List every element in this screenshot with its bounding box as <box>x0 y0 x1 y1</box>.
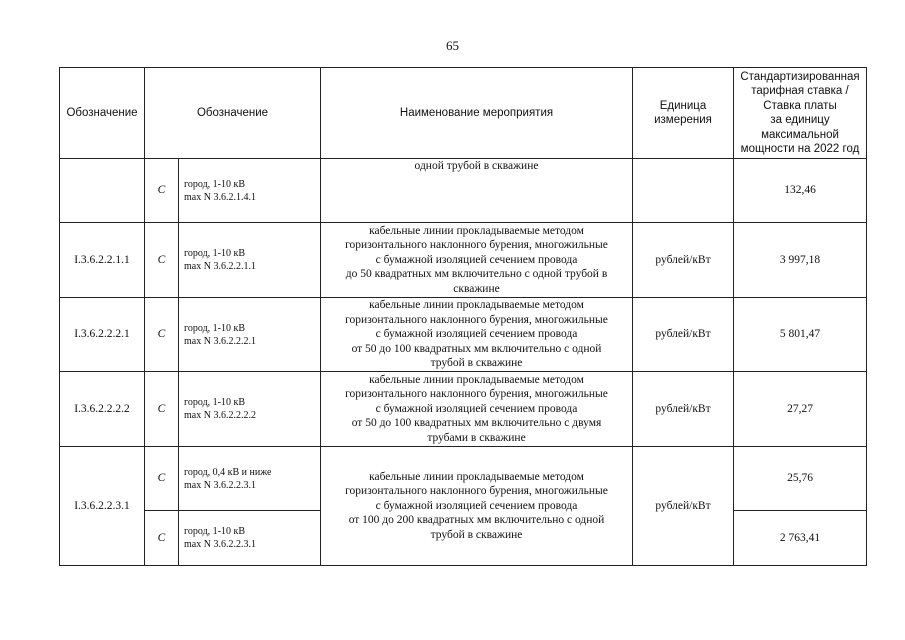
row-code: I.3.6.2.2.2.2 <box>60 372 145 447</box>
c-symbol: C <box>145 511 179 566</box>
row-unit: рублей/кВт <box>633 447 734 566</box>
table-header-row <box>60 68 867 159</box>
row-location: город, 1-10 кВ max N 3.6.2.2.1.1 <box>179 223 321 298</box>
table-row <box>60 223 867 298</box>
row-location: город, 1-10 кВ max N 3.6.2.2.2.2 <box>179 372 321 447</box>
row-description: кабельные линии прокладываемые методом горизонтального наклонного бурения, многожильные с бумажной изоляцией сечением провода до 50 квадратных мм включительно с одной трубой в скважине <box>321 223 633 298</box>
row-description: кабельные линии прокладываемые методом горизонтального наклонного бурения, многожильные с бумажной изоляцией сечением провода от 50 до 100 квадратных мм включительно с одной трубой в скважине <box>321 298 633 372</box>
row-location: город, 0,4 кВ и ниже max N 3.6.2.2.3.1 <box>179 447 321 511</box>
row-description: кабельные линии прокладываемые методом горизонтального наклонного бурения, многожильные с бумажной изоляцией сечением провода от 100 до 200 квадратных мм включительно с одной трубой в скважине <box>321 447 633 566</box>
header-measure-name: Наименование мероприятия <box>321 68 633 159</box>
row-code: I.3.6.2.2.2.1 <box>60 298 145 372</box>
table-row <box>60 447 867 511</box>
c-symbol: C <box>145 159 179 223</box>
row-description: кабельные линии прокладываемые методом горизонтального наклонного бурения, многожильные с бумажной изоляцией сечением провода от 50 до 100 квадратных мм включительно с двумя трубами в скважине <box>321 372 633 447</box>
row-value: 5 801,47 <box>734 298 867 372</box>
row-code: I.3.6.2.2.3.1 <box>60 447 145 566</box>
c-symbol: C <box>145 372 179 447</box>
table-row <box>60 372 867 447</box>
row-unit <box>633 159 734 223</box>
row-description: одной трубой в скважине <box>321 159 633 223</box>
c-symbol: C <box>145 223 179 298</box>
row-location: город, 1-10 кВ max N 3.6.2.1.4.1 <box>179 159 321 223</box>
c-symbol: C <box>145 447 179 511</box>
c-symbol: C <box>145 298 179 372</box>
header-unit: Единица измерения <box>633 68 734 159</box>
row-value: 132,46 <box>734 159 867 223</box>
row-value: 2 763,41 <box>734 511 867 566</box>
row-unit: рублей/кВт <box>633 298 734 372</box>
row-unit: рублей/кВт <box>633 223 734 298</box>
table-row <box>60 159 867 223</box>
header-rate: Стандартизированная тарифная ставка / Ставка платы за единицу максимальной мощности на 2022 год <box>734 68 867 159</box>
header-designation: Обозначение <box>60 68 145 159</box>
row-location: город, 1-10 кВ max N 3.6.2.2.2.1 <box>179 298 321 372</box>
row-value: 27,27 <box>734 372 867 447</box>
row-location: город, 1-10 кВ max N 3.6.2.2.3.1 <box>179 511 321 566</box>
table-row <box>60 298 867 372</box>
tariff-table <box>59 67 867 566</box>
row-value: 25,76 <box>734 447 867 511</box>
row-value: 3 997,18 <box>734 223 867 298</box>
row-unit: рублей/кВт <box>633 372 734 447</box>
row-code <box>60 159 145 223</box>
row-code: I.3.6.2.2.1.1 <box>60 223 145 298</box>
header-designation-2: Обозначение <box>145 68 321 159</box>
page-number: 65 <box>446 38 459 53</box>
